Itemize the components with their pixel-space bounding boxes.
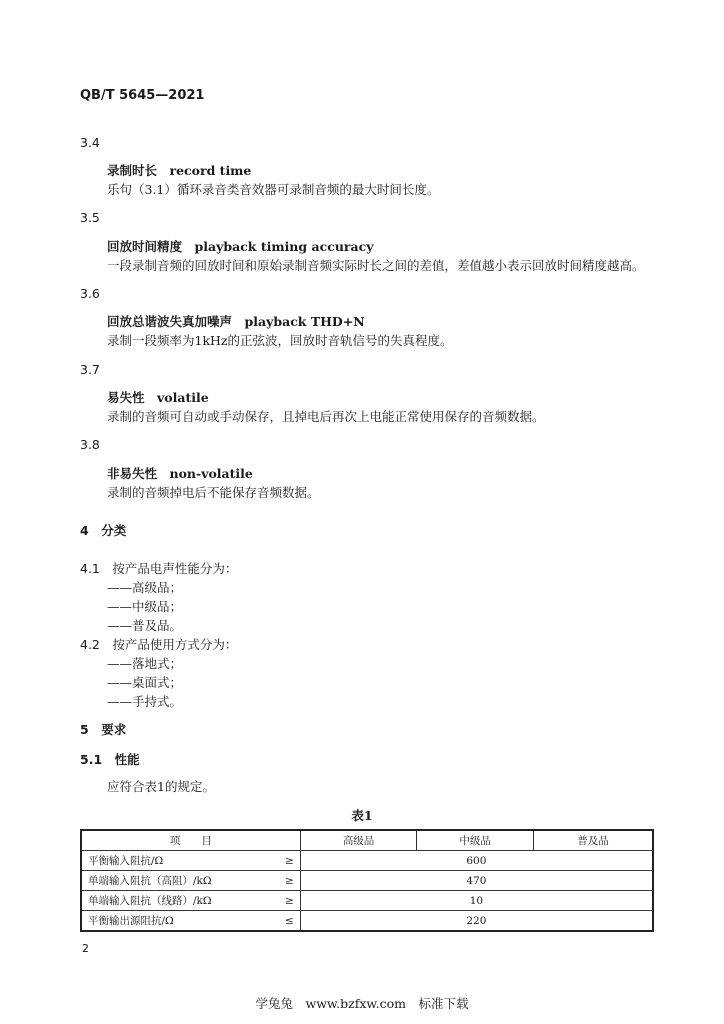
term-title: 录制时长 record time	[107, 163, 252, 178]
table-row	[81, 851, 653, 871]
term-definition: 一段录制音频的回放时间和原始录制音频实际时长之间的差值，差值越小表示回放时间精度越高。	[107, 258, 645, 273]
section-heading: 5 要求	[80, 722, 127, 737]
operator: ≥	[284, 894, 294, 907]
list-item: ——高级品；	[107, 580, 183, 595]
header-mid: 中级品	[417, 830, 534, 851]
item-label: 平衡输入阻抗/Ω	[88, 855, 164, 867]
clause-lead: 4.1 按产品电声性能分为：	[80, 561, 238, 576]
clause-lead: 4.2 按产品使用方式分为：	[80, 637, 238, 652]
list-item: ——桌面式；	[107, 675, 183, 690]
table-row	[81, 911, 653, 932]
item-label: 平衡输出源阻抗/Ω	[88, 915, 174, 927]
table-caption: 表1	[351, 808, 373, 823]
list-item: ——落地式；	[107, 656, 183, 671]
row-item	[81, 851, 300, 871]
row-item	[81, 891, 300, 911]
term-number: 3.5	[80, 210, 100, 225]
term-definition: 录制一段频率为1kHz的正弦波，回放时音轨信号的失真程度。	[107, 333, 453, 348]
section-heading: 4 分类	[80, 523, 127, 538]
table-row	[81, 871, 653, 891]
spec-table	[80, 829, 654, 932]
term-definition: 乐句（3.1）循环录音类音效器可录制音频的最大时间长度。	[107, 182, 440, 197]
term-title: 回放时间精度 playback timing accuracy	[107, 239, 374, 254]
table-row	[81, 891, 653, 911]
operator: ≥	[284, 854, 294, 867]
term-number: 3.6	[80, 286, 100, 301]
header-basic: 普及品	[533, 830, 653, 851]
row-value: 470	[300, 871, 653, 891]
body-text: 应符合表1的规定。	[107, 779, 215, 794]
item-label: 单端输入阻抗（高阻）/kΩ	[88, 875, 212, 887]
item-label: 单端输入阻抗（线路）/kΩ	[88, 895, 212, 907]
header-premium: 高级品	[300, 830, 417, 851]
term-definition: 录制的音频可自动或手动保存，且掉电后再次上电能正常使用保存的音频数据。	[107, 409, 545, 424]
term-number: 3.8	[80, 437, 100, 452]
term-title: 回放总谐波失真加噪声 playback THD+N	[107, 314, 365, 329]
term-number: 3.4	[80, 135, 100, 150]
footer-watermark: 学兔兔 www.bzfxw.com 标准下载	[255, 996, 469, 1011]
row-value: 10	[300, 891, 653, 911]
operator: ≥	[284, 874, 294, 887]
list-item: ——中级品；	[107, 599, 183, 614]
list-item: ——手持式。	[107, 694, 183, 709]
row-value: 220	[300, 911, 653, 932]
row-value: 600	[300, 851, 653, 871]
term-definition: 录制的音频掉电后不能保存音频数据。	[107, 485, 320, 500]
page-number: 2	[82, 942, 89, 955]
term-number: 3.7	[80, 362, 100, 377]
term-title: 非易失性 non-volatile	[107, 466, 253, 481]
list-item: ——普及品。	[107, 618, 183, 633]
row-item	[81, 871, 300, 891]
table-header-row	[81, 830, 653, 851]
row-item	[81, 911, 300, 932]
operator: ≤	[284, 914, 294, 927]
header-item: 项 目	[81, 830, 300, 851]
subsection-heading: 5.1 性能	[80, 752, 140, 767]
document-code: QB/T 5645—2021	[80, 88, 205, 103]
term-title: 易失性 volatile	[107, 390, 209, 405]
